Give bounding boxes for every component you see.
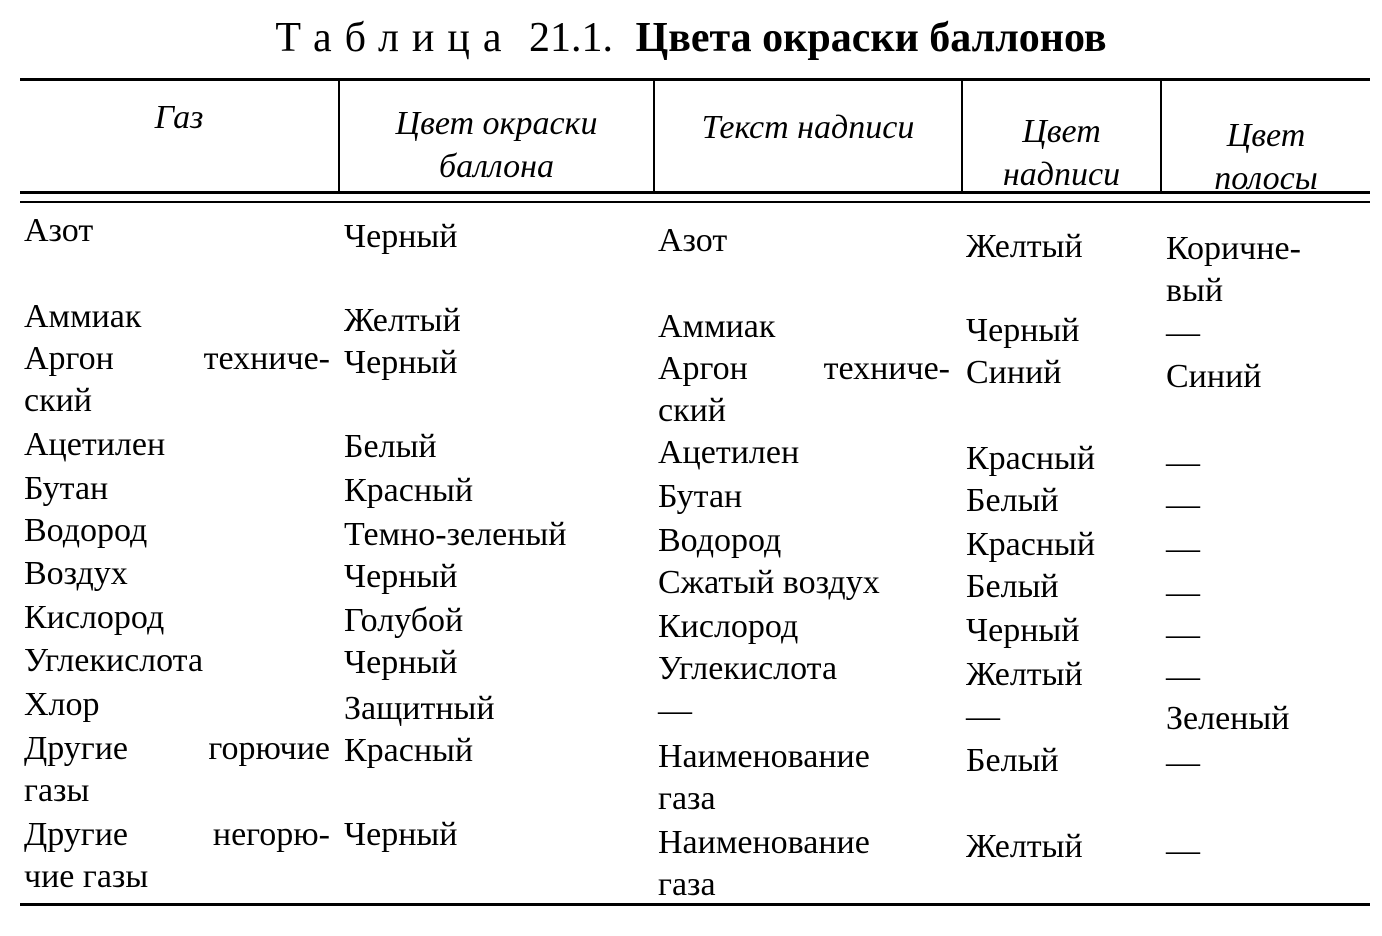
header-line: полосы (1214, 160, 1318, 197)
cell-line: Черный (966, 312, 1080, 349)
cell-line: Красный (344, 472, 474, 509)
cell-line: Черный (344, 644, 458, 681)
table-cell (658, 306, 950, 348)
table-cell (24, 424, 330, 466)
table-cell (966, 826, 1156, 868)
header-line: Газ (154, 99, 204, 136)
table-cell (1166, 442, 1366, 484)
table-cell (344, 470, 644, 512)
inscription-color-column (966, 0, 1156, 936)
table-cell (24, 640, 330, 682)
table-cell (658, 648, 950, 690)
cell-line: Бутан (658, 478, 743, 515)
cell-line: Коричне- (1166, 230, 1301, 267)
table-cell (24, 597, 330, 639)
header-line: баллона (438, 148, 555, 185)
table-cell (344, 688, 644, 730)
cell-line: Хлор (24, 686, 100, 723)
table-cell (24, 684, 330, 726)
cell-line: Ацетилен (24, 426, 166, 463)
cell-line: Водород (24, 512, 148, 549)
cell-line: Синий (1166, 358, 1262, 395)
table-cell (966, 352, 1156, 394)
table-cell (24, 468, 330, 510)
cell-line: Белый (966, 482, 1059, 519)
cell-word: негорю- (212, 816, 330, 853)
cell-line: Наименование (658, 738, 870, 775)
table-cell (966, 610, 1156, 652)
table-cell (1166, 312, 1366, 354)
table-cell (658, 432, 950, 474)
cell-line: Желтый (966, 228, 1083, 265)
cell-line (24, 338, 330, 380)
table-cell (1166, 742, 1366, 784)
table-cell (344, 556, 644, 598)
cell-line: Углекислота (658, 650, 838, 687)
cell-line: Кислород (24, 599, 165, 636)
cell-line: Кислород (658, 608, 799, 645)
header-line: Цвет окраски (395, 105, 598, 142)
cell-line: ский (658, 392, 726, 429)
cell-line: Белый (344, 428, 437, 465)
cell-line: — (966, 698, 1000, 735)
cell-line: — (658, 692, 692, 729)
table-cell (966, 226, 1156, 268)
cell-line: Белый (966, 742, 1059, 779)
table-cell (966, 480, 1156, 522)
cell-line: Бутан (24, 470, 109, 507)
table-cell (24, 338, 330, 422)
cell-line: Азот (658, 222, 728, 259)
table-cell (344, 514, 644, 556)
cell-line: газа (658, 780, 716, 817)
table-cell (1166, 656, 1366, 698)
table-cell (1166, 356, 1366, 398)
inscription-text-column (658, 0, 950, 936)
table-cell (344, 600, 644, 642)
cell-line: Аммиак (658, 308, 776, 345)
cell-line: Черный (344, 344, 458, 381)
cell-line: газа (658, 866, 716, 903)
cell-line: Защитный (344, 690, 495, 727)
caption-label: Таблица (275, 15, 515, 61)
cell-word: техниче- (823, 350, 950, 387)
table-cell (1166, 698, 1366, 740)
cell-line: Воздух (24, 555, 128, 592)
cell-line: — (1166, 314, 1200, 351)
table-cell (658, 476, 950, 518)
header-line: Цвет (1022, 113, 1101, 150)
table-cell (658, 822, 950, 906)
cell-line: — (1166, 658, 1200, 695)
cell-word: Аргон (658, 350, 748, 387)
header-line: надписи (1002, 156, 1121, 193)
table-cell (344, 730, 644, 772)
table-cell (1166, 484, 1366, 526)
gas-column (24, 0, 330, 936)
header-line: Цвет (1226, 117, 1306, 154)
table-cell (658, 690, 950, 732)
cell-line: — (1166, 832, 1200, 869)
cell-line (658, 348, 950, 390)
table-cell (24, 510, 330, 552)
caption-number: 21.1. (529, 15, 614, 61)
cell-word: техниче- (203, 340, 330, 377)
table-cell (24, 210, 330, 252)
table-cell (966, 524, 1156, 566)
table-cell (966, 740, 1156, 782)
cell-line (24, 728, 330, 770)
cell-line: — (1166, 530, 1200, 567)
cell-word: Другие (24, 816, 128, 853)
cell-line: Сжатый воздух (658, 564, 880, 601)
table-cell (658, 736, 950, 820)
cell-line: Желтый (344, 302, 461, 339)
cell-line: Желтый (966, 656, 1083, 693)
cell-line: Красный (966, 526, 1096, 563)
cell-line: Азот (24, 212, 94, 249)
table-cell (658, 606, 950, 648)
table-cell (1166, 228, 1366, 312)
table-cell (24, 814, 330, 898)
cell-line: Черный (966, 612, 1080, 649)
table-cell (658, 348, 950, 432)
cell-word: горючие (208, 730, 330, 767)
table-cell (24, 296, 330, 338)
table-cell (24, 553, 330, 595)
table-cell (344, 300, 644, 342)
table-cell (966, 654, 1156, 696)
cell-line: Синий (966, 354, 1062, 391)
cell-line: газы (24, 772, 90, 809)
table-cell (658, 520, 950, 562)
caption-title: Цвета окраски баллонов (635, 15, 1107, 61)
cell-line: — (1166, 444, 1200, 481)
cell-word: Аргон (24, 340, 114, 377)
cell-line: Углекислота (24, 642, 204, 679)
table-cell (1166, 572, 1366, 614)
table-cell (344, 342, 644, 384)
cell-line: — (1166, 744, 1200, 781)
header-line: Текст надписи (701, 109, 915, 146)
cell-line: чие газы (24, 858, 149, 895)
cell-line: Красный (344, 732, 474, 769)
cell-line: Голубой (344, 602, 464, 639)
cell-line: вый (1166, 272, 1224, 309)
cell-line: Белый (966, 568, 1059, 605)
cell-line: Зеленый (1166, 700, 1290, 737)
cell-line: Наименование (658, 824, 870, 861)
table-cell (1166, 614, 1366, 656)
table-cell (658, 562, 950, 604)
cell-line: Водород (658, 522, 782, 559)
body-color-column (344, 0, 644, 936)
cell-line: — (1166, 486, 1200, 523)
cell-word: Другие (24, 730, 128, 767)
cell-line: Черный (344, 218, 458, 255)
cell-line: — (1166, 574, 1200, 611)
cell-line: ский (24, 382, 92, 419)
stripe-color-column (1166, 0, 1366, 936)
table-cell (344, 814, 644, 856)
table-cell (966, 566, 1156, 608)
table-cell (344, 426, 644, 468)
cell-line: Черный (344, 816, 458, 853)
table-cell (24, 728, 330, 812)
table-cell (1166, 830, 1366, 872)
table-cell (658, 220, 950, 262)
cell-line: — (1166, 616, 1200, 653)
table-cell (344, 642, 644, 684)
cell-line: Черный (344, 558, 458, 595)
cell-line: Аммиак (24, 298, 142, 335)
table-cell (1166, 528, 1366, 570)
cell-line: Темно-зеленый (344, 516, 567, 553)
cell-line: Ацетилен (658, 434, 800, 471)
table-cell (344, 216, 644, 258)
cell-line: Желтый (966, 828, 1083, 865)
cell-line: Красный (966, 440, 1096, 477)
table-cell (966, 438, 1156, 480)
cell-line (24, 814, 330, 856)
table-cell (966, 310, 1156, 352)
table-cell (966, 696, 1156, 738)
